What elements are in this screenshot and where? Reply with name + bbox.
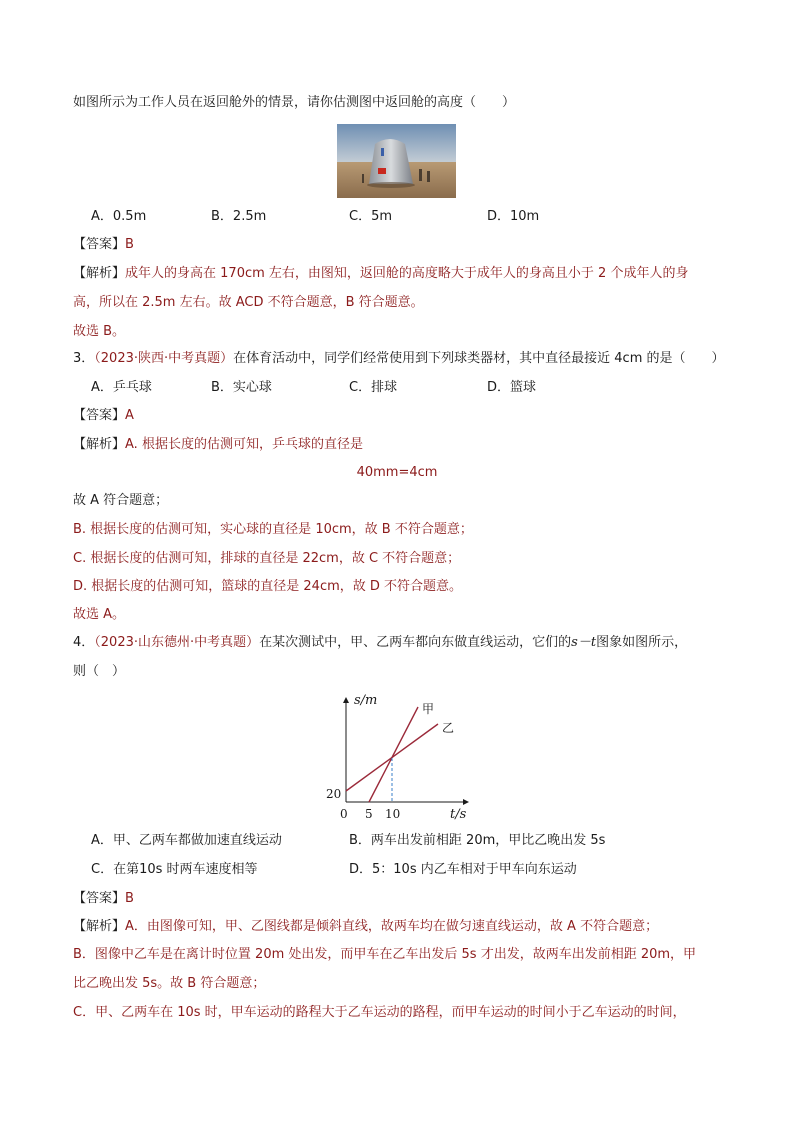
q3-option-b: B．实心球 bbox=[211, 380, 272, 395]
q3-answer bbox=[73, 407, 134, 425]
q2-option-b: B．2.5m bbox=[211, 209, 267, 224]
q4-analysis-a bbox=[73, 918, 658, 936]
st-graph bbox=[322, 690, 472, 822]
analysis-label: 【解析】 bbox=[73, 919, 126, 934]
q4-stem-line-2: 则（ ） bbox=[73, 664, 126, 679]
q3-stem bbox=[73, 350, 725, 368]
x-axis-label: t/s bbox=[450, 807, 467, 822]
question-number: 3． bbox=[73, 351, 95, 366]
analysis-label: 【解析】 bbox=[73, 437, 126, 452]
origin-label: 0 bbox=[340, 807, 348, 821]
answer-label: 【答案】 bbox=[73, 408, 126, 423]
answer-value: B bbox=[125, 891, 134, 906]
y-tick-20-label: 20 bbox=[326, 787, 342, 801]
capsule-photo-illustration bbox=[337, 124, 456, 198]
q4-analysis-c-1: C．甲、乙两车在 10s 时，甲车运动的路程大于乙车运动的路程，而甲车运动的时间小于乙车运动的时间， bbox=[73, 1005, 686, 1020]
q3-analysis-a bbox=[73, 436, 363, 454]
st-graph-svg bbox=[322, 690, 472, 822]
answer-value: B bbox=[125, 237, 134, 252]
analysis-label: 【解析】 bbox=[73, 266, 126, 281]
y-axis-label: s/m bbox=[354, 693, 378, 708]
capsule-photo bbox=[337, 124, 456, 198]
tick-10-label: 10 bbox=[385, 807, 401, 821]
q4-analysis-b-2: 比乙晚出发 5s。故 B 符合题意； bbox=[73, 976, 266, 991]
q2-option-c: C．5m bbox=[349, 209, 393, 224]
q2-stem: 如图所示为工作人员在返回舱外的情景，请你估测图中返回舱的高度（ ） bbox=[73, 95, 516, 110]
q4-analysis-b-1: B．图像中乙车是在离计时位置 20m 处出发，而甲车在乙车出发后 5s 才出发，故两车出发前相距 20m，甲 bbox=[73, 947, 697, 962]
q2-option-d: D．10m bbox=[487, 209, 540, 224]
q4-option-c: C．在第10s 时两车速度相等 bbox=[91, 862, 258, 877]
line-jia bbox=[369, 707, 418, 802]
st-symbol: s－t bbox=[571, 635, 597, 650]
label-yi: 乙 bbox=[442, 721, 455, 735]
q3-option-a: A．乒乓球 bbox=[91, 380, 152, 395]
q4-option-b: B．两车出发前相距 20m，甲比乙晚出发 5s bbox=[349, 833, 606, 848]
q3-option-d: D．篮球 bbox=[487, 380, 537, 395]
question-text-end: 图象如图所示， bbox=[596, 635, 688, 650]
q3-equation: 40mm=4cm bbox=[356, 465, 438, 480]
tick-5-label: 5 bbox=[365, 807, 373, 821]
q3-analysis-c: C. 根据长度的估测可知，排球的直径是 22cm，故 C 不符合题意； bbox=[73, 551, 461, 566]
question-source: （2023·山东德州·中考真题） bbox=[94, 635, 260, 650]
answer-label: 【答案】 bbox=[73, 237, 126, 252]
q4-option-a: A．甲、乙两车都做加速直线运动 bbox=[91, 833, 282, 848]
question-number: 4． bbox=[73, 635, 95, 650]
q3-conclusion: 故选 A。 bbox=[73, 607, 126, 622]
answer-label: 【答案】 bbox=[73, 891, 126, 906]
label-jia: 甲 bbox=[422, 702, 435, 716]
q3-after-equation: 故 A 符合题意； bbox=[73, 493, 169, 508]
q4-answer bbox=[73, 890, 134, 908]
q3-analysis-b: B. 根据长度的估测可知，实心球的直径是 10cm，故 B 不符合题意； bbox=[73, 522, 473, 537]
analysis-text: A．由图像可知，甲、乙图线都是倾斜直线，故两车均在做匀速直线运动，故 A 不符合题意； bbox=[125, 919, 659, 934]
q2-analysis-line-2: 高，所以在 2.5m 左右。故 ACD 不符合题意，B 符合题意。 bbox=[73, 295, 424, 310]
q3-option-c: C．排球 bbox=[349, 380, 398, 395]
q2-conclusion: 故选 B。 bbox=[73, 324, 126, 339]
q4-stem-line-1 bbox=[73, 634, 687, 652]
q2-answer bbox=[73, 236, 134, 254]
q2-analysis-line-1 bbox=[73, 265, 688, 283]
question-text: 在体育活动中，同学们经常使用到下列球类器材，其中直径最接近 4cm 的是（ ） bbox=[233, 351, 725, 366]
question-text: 在某次测试中，甲、乙两车都向东做直线运动，它们的 bbox=[259, 635, 572, 650]
q3-analysis-d: D. 根据长度的估测可知，篮球的直径是 24cm，故 D 不符合题意。 bbox=[73, 579, 463, 594]
analysis-text: 成年人的身高在 170cm 左右，由图知，返回舱的高度略大于成年人的身高且小于 2 个成年人的身 bbox=[125, 266, 689, 281]
question-source: （2023·陕西·中考真题） bbox=[94, 351, 234, 366]
analysis-text: A. 根据长度的估测可知，乒乓球的直径是 bbox=[125, 437, 363, 452]
q4-option-d: D．5：10s 内乙车相对于甲车向东运动 bbox=[349, 862, 577, 877]
q2-option-a: A．0.5m bbox=[91, 209, 147, 224]
answer-value: A bbox=[125, 408, 134, 423]
